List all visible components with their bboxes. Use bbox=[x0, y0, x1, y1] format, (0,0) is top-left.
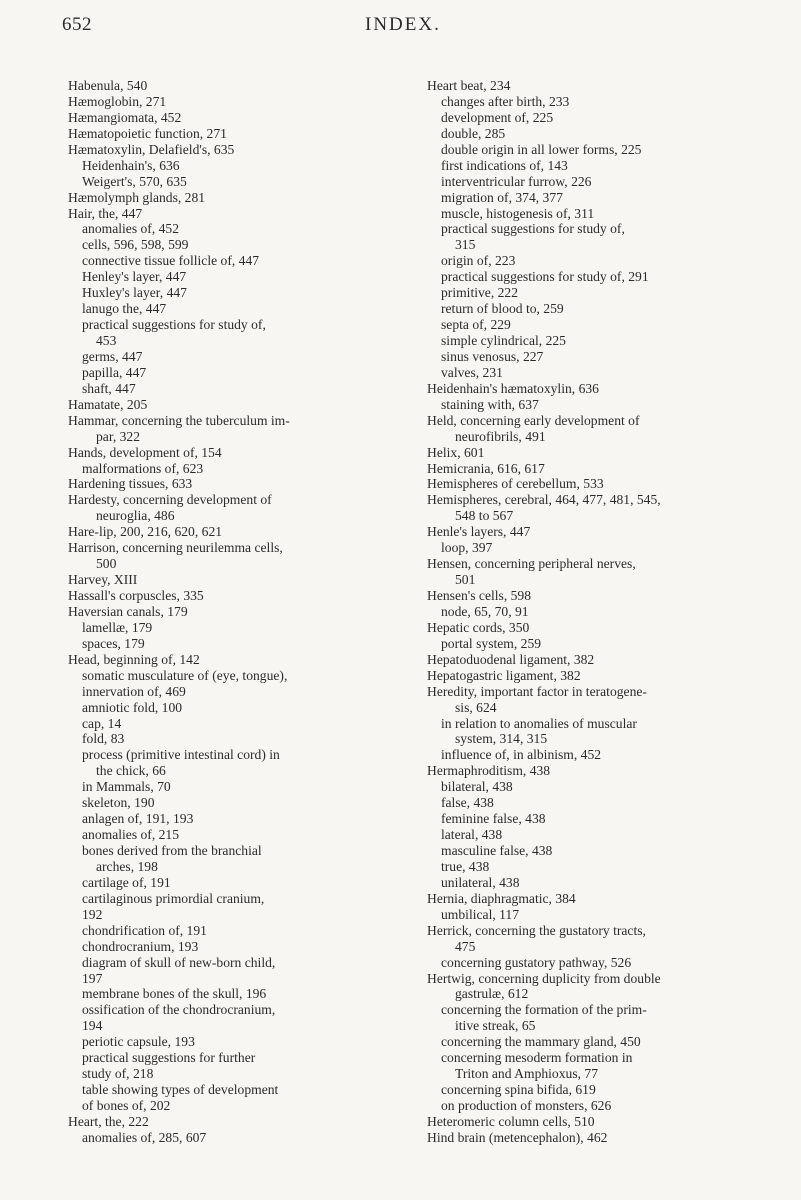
index-subentry: 548 to 567 bbox=[455, 508, 514, 524]
index-entry: Hemicrania, 616, 617 bbox=[427, 460, 545, 476]
index-subentry: skeleton, 190 bbox=[82, 795, 155, 811]
index-subentry: influence of, in albinism, 452 bbox=[441, 747, 602, 763]
index-subentry: lamellæ, 179 bbox=[82, 619, 153, 635]
index-entry: Harvey, XIII bbox=[68, 572, 138, 588]
index-entry: Hassall's corpuscles, 335 bbox=[68, 588, 204, 603]
index-subentry: sinus venosus, 227 bbox=[441, 348, 544, 364]
index-entry: Haversian canals, 179 bbox=[68, 603, 188, 619]
index-entry: Hair, the, 447 bbox=[68, 205, 143, 221]
index-subentry: septa of, 229 bbox=[441, 317, 511, 333]
index-subentry: papilla, 447 bbox=[82, 364, 147, 380]
index-entry: Hæmolymph glands, 281 bbox=[68, 189, 206, 205]
index-entry: Hemispheres, cerebral, 464, 477, 481, 545, bbox=[427, 492, 661, 508]
index-subentry: periotic capsule, 193 bbox=[82, 1034, 195, 1050]
index-subentry: cartilaginous primordial cranium, bbox=[82, 890, 265, 906]
index-entry: Hepatogastric ligament, 382 bbox=[427, 667, 581, 683]
index-subentry: practical suggestions for study of, bbox=[441, 221, 625, 237]
index-subentry: spaces, 179 bbox=[82, 635, 145, 651]
index-subentry: chondrification of, 191 bbox=[82, 922, 207, 938]
index-subentry: anomalies of, 452 bbox=[82, 221, 180, 237]
index-subentry: 453 bbox=[96, 333, 117, 348]
index-subentry: itive streak, 65 bbox=[455, 1018, 536, 1034]
index-subentry: process (primitive intestinal cord) in bbox=[82, 747, 280, 763]
index-subentry: staining with, 637 bbox=[441, 396, 539, 412]
index-subentry: the chick, 66 bbox=[96, 763, 166, 779]
index-entry: Helix, 601 bbox=[427, 444, 485, 460]
index-entry: Heteromeric column cells, 510 bbox=[427, 1113, 595, 1129]
index-subentry: concerning gustatory pathway, 526 bbox=[441, 954, 632, 970]
index-subentry: table showing types of development bbox=[82, 1082, 279, 1098]
index-subentry: primitive, 222 bbox=[441, 285, 519, 301]
index-subentry: 315 bbox=[455, 237, 476, 253]
index-subentry: on production of monsters, 626 bbox=[441, 1098, 612, 1113]
index-subentry: Triton and Amphioxus, 77 bbox=[455, 1066, 599, 1082]
index-subentry: germs, 447 bbox=[82, 348, 143, 364]
index-subentry: concerning spina bifida, 619 bbox=[441, 1082, 596, 1098]
index-subentry: return of blood to, 259 bbox=[441, 301, 564, 317]
index-entry: Heart, the, 222 bbox=[68, 1113, 149, 1129]
index-subentry: cartilage of, 191 bbox=[82, 874, 171, 890]
index-entry: Held, concerning early development of bbox=[427, 412, 640, 428]
index-subentry: 197 bbox=[82, 970, 103, 986]
index-subentry: Huxley's layer, 447 bbox=[82, 285, 187, 301]
index-subentry: bones derived from the branchial bbox=[82, 843, 262, 858]
index-entry: Hamatate, 205 bbox=[68, 396, 148, 412]
index-subentry: study of, 218 bbox=[82, 1066, 154, 1082]
index-column-right bbox=[427, 78, 783, 1146]
index-subentry: lanugo the, 447 bbox=[82, 301, 167, 317]
index-entry: Head, beginning of, 142 bbox=[68, 651, 200, 667]
index-subentry: anomalies of, 215 bbox=[82, 827, 180, 843]
index-subentry: loop, 397 bbox=[441, 540, 493, 556]
index-subentry: valves, 231 bbox=[441, 364, 503, 380]
index-entry: Hæmatoxylin, Delafield's, 635 bbox=[68, 141, 235, 157]
index-entry: Hernia, diaphragmatic, 384 bbox=[427, 890, 576, 906]
index-subentry: bilateral, 438 bbox=[441, 779, 513, 795]
index-entry: Heredity, important factor in teratogene- bbox=[427, 683, 647, 699]
index-subentry: concerning mesoderm formation in bbox=[441, 1050, 633, 1066]
index-subentry: system, 314, 315 bbox=[455, 731, 548, 747]
index-subentry: anomalies of, 285, 607 bbox=[82, 1129, 207, 1145]
index-entry: Hardesty, concerning development of bbox=[68, 492, 272, 508]
index-entry: Hertwig, concerning duplicity from double bbox=[427, 970, 661, 986]
index-subentry: double origin in all lower forms, 225 bbox=[441, 141, 642, 157]
index-subentry: 475 bbox=[455, 938, 476, 954]
index-subentry: arches, 198 bbox=[96, 858, 158, 874]
index-subentry: unilateral, 438 bbox=[441, 874, 520, 890]
index-entry: Hæmatopoietic function, 271 bbox=[68, 125, 227, 141]
index-subentry: cells, 596, 598, 599 bbox=[82, 237, 189, 253]
index-subentry: gastrulæ, 612 bbox=[455, 986, 529, 1002]
index-subentry: practical suggestions for study of, bbox=[82, 317, 266, 333]
index-subentry: cap, 14 bbox=[82, 715, 122, 731]
index-subentry: migration of, 374, 377 bbox=[441, 189, 563, 205]
index-subentry: first indications of, 143 bbox=[441, 157, 568, 173]
index-subentry: lateral, 438 bbox=[441, 827, 503, 843]
running-head: INDEX. bbox=[365, 14, 441, 35]
index-entry: Heart beat, 234 bbox=[427, 78, 511, 93]
index-entry: Hands, development of, 154 bbox=[68, 444, 222, 460]
index-entry: Hæmoglobin, 271 bbox=[68, 93, 167, 109]
index-subentry: masculine false, 438 bbox=[441, 843, 553, 858]
index-entry: Hermaphroditism, 438 bbox=[427, 763, 551, 779]
index-subentry: ossification of the chondrocranium, bbox=[82, 1002, 276, 1018]
index-subentry: chondrocranium, 193 bbox=[82, 938, 199, 954]
index-subentry: double, 285 bbox=[441, 125, 506, 141]
index-entry: Hardening tissues, 633 bbox=[68, 476, 193, 492]
index-subentry: false, 438 bbox=[441, 795, 494, 811]
index-subentry: 194 bbox=[82, 1018, 103, 1034]
index-entry: Hepatic cords, 350 bbox=[427, 619, 530, 635]
index-entry: Hammar, concerning the tuberculum im- bbox=[68, 412, 290, 428]
index-subentry: sis, 624 bbox=[455, 699, 497, 715]
index-subentry: development of, 225 bbox=[441, 109, 554, 125]
page-number: 652 bbox=[62, 14, 92, 35]
index-subentry: concerning the mammary gland, 450 bbox=[441, 1034, 641, 1050]
index-subentry: connective tissue follicle of, 447 bbox=[82, 253, 260, 269]
index-subentry: 501 bbox=[455, 572, 476, 588]
index-subentry: changes after birth, 233 bbox=[441, 93, 570, 109]
index-entry: Hensen's cells, 598 bbox=[427, 588, 532, 603]
index-subentry: par, 322 bbox=[96, 428, 141, 444]
index-subentry: neuroglia, 486 bbox=[96, 508, 175, 524]
index-subentry: practical suggestions for further bbox=[82, 1050, 256, 1066]
index-subentry: 500 bbox=[96, 556, 117, 572]
index-entry: Habenula, 540 bbox=[68, 78, 148, 93]
page-header bbox=[0, 14, 801, 38]
index-subentry: practical suggestions for study of, 291 bbox=[441, 269, 649, 285]
index-subentry: membrane bones of the skull, 196 bbox=[82, 986, 267, 1002]
index-subentry: of bones of, 202 bbox=[82, 1098, 171, 1113]
index-subentry: feminine false, 438 bbox=[441, 811, 546, 827]
index-subentry: Henley's layer, 447 bbox=[82, 269, 187, 285]
index-subentry: in Mammals, 70 bbox=[82, 779, 171, 795]
index-subentry: umbilical, 117 bbox=[441, 906, 520, 922]
index-subentry: malformations of, 623 bbox=[82, 460, 204, 476]
index-subentry: true, 438 bbox=[441, 858, 490, 874]
index-subentry: muscle, histogenesis of, 311 bbox=[441, 205, 595, 221]
index-entry: Hensen, concerning peripheral nerves, bbox=[427, 556, 636, 572]
index-subentry: diagram of skull of new-born child, bbox=[82, 954, 276, 970]
index-subentry: anlagen of, 191, 193 bbox=[82, 811, 194, 827]
index-entry: Hare-lip, 200, 216, 620, 621 bbox=[68, 524, 223, 540]
index-subentry: portal system, 259 bbox=[441, 635, 542, 651]
index-subentry: somatic musculature of (eye, tongue), bbox=[82, 667, 288, 683]
index-subentry: in relation to anomalies of muscular bbox=[441, 715, 637, 731]
index-subentry: shaft, 447 bbox=[82, 380, 136, 396]
index-subentry: innervation of, 469 bbox=[82, 683, 186, 699]
index-subentry: concerning the formation of the prim- bbox=[441, 1002, 647, 1018]
index-entry: Heidenhain's hæmatoxylin, 636 bbox=[427, 380, 599, 396]
index-subentry: node, 65, 70, 91 bbox=[441, 603, 529, 619]
index-column-left bbox=[68, 78, 416, 1146]
index-entry: Hind brain (metencephalon), 462 bbox=[427, 1129, 608, 1145]
index-entry: Hemispheres of cerebellum, 533 bbox=[427, 476, 604, 492]
index-subentry: interventricular furrow, 226 bbox=[441, 173, 592, 189]
index-subentry: fold, 83 bbox=[82, 731, 125, 747]
index-entry: Hæmangiomata, 452 bbox=[68, 109, 182, 125]
index-entry: Hepatoduodenal ligament, 382 bbox=[427, 651, 595, 667]
index-subentry: origin of, 223 bbox=[441, 253, 516, 269]
index-subentry: neurofibrils, 491 bbox=[455, 428, 546, 444]
index-subentry: Weigert's, 570, 635 bbox=[82, 173, 187, 189]
index-entry: Henle's layers, 447 bbox=[427, 524, 531, 540]
index-entry: Harrison, concerning neurilemma cells, bbox=[68, 540, 283, 556]
index-subentry: Heidenhain's, 636 bbox=[82, 157, 180, 173]
index-subentry: simple cylindrical, 225 bbox=[441, 333, 566, 348]
index-entry: Herrick, concerning the gustatory tracts, bbox=[427, 922, 646, 938]
index-subentry: 192 bbox=[82, 906, 103, 922]
index-subentry: amniotic fold, 100 bbox=[82, 699, 183, 715]
